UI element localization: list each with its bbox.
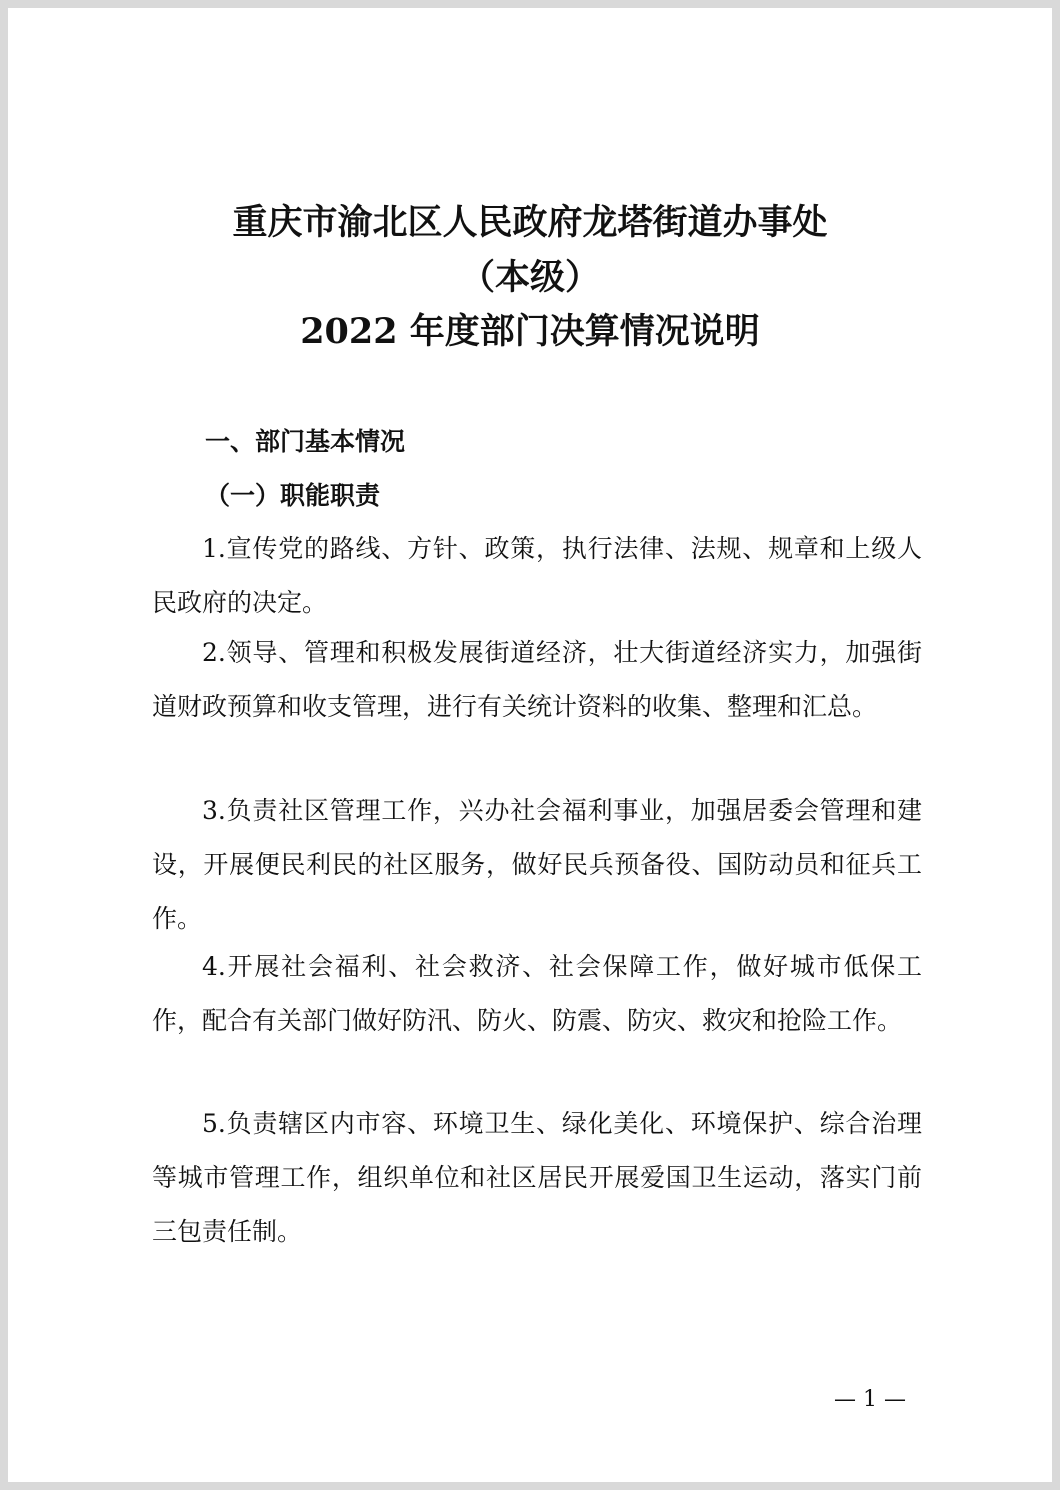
paragraph-3: 3.负责社区管理工作，兴办社会福利事业，加强居委会管理和建设，开展便民利民的社区服务，做好民兵预备役、国防动员和征兵工作。 xyxy=(152,796,922,933)
document-title-line-2: （本级） xyxy=(459,257,600,298)
paragraph-4: 4.开展社会福利、社会救济、社会保障工作，做好城市低保工作，配合有关部门做好防汛、防火、防震、防灾、救灾和抢险工作。 xyxy=(152,952,922,1035)
paragraph-1: 1.宣传党的路线、方针、政策，执行法律、法规、规章和上级人民政府的决定。 xyxy=(152,534,922,617)
paragraph-5: 5.负责辖区内市容、环境卫生、绿化美化、环境保护、综合治理等城市管理工作，组织单位和社区居民开展爱国卫生运动，落实门前三包责任制。 xyxy=(152,1109,922,1246)
section-heading: 一、部门基本情况 xyxy=(205,427,406,456)
document-title-line-1: 重庆市渝北区人民政府龙塔街道办事处 xyxy=(232,202,828,243)
document-title-line-3: 2022 年度部门决算情况说明 xyxy=(300,311,760,352)
subsection-heading: （一）职能职责 xyxy=(205,481,381,510)
paragraph-2: 2.领导、管理和积极发展街道经济，壮大街道经济实力，加强街道财政预算和收支管理，进行有关统计资料的收集、整理和汇总。 xyxy=(152,638,922,721)
page-number: — 1 — xyxy=(834,1387,906,1412)
document-page xyxy=(8,8,1052,1482)
